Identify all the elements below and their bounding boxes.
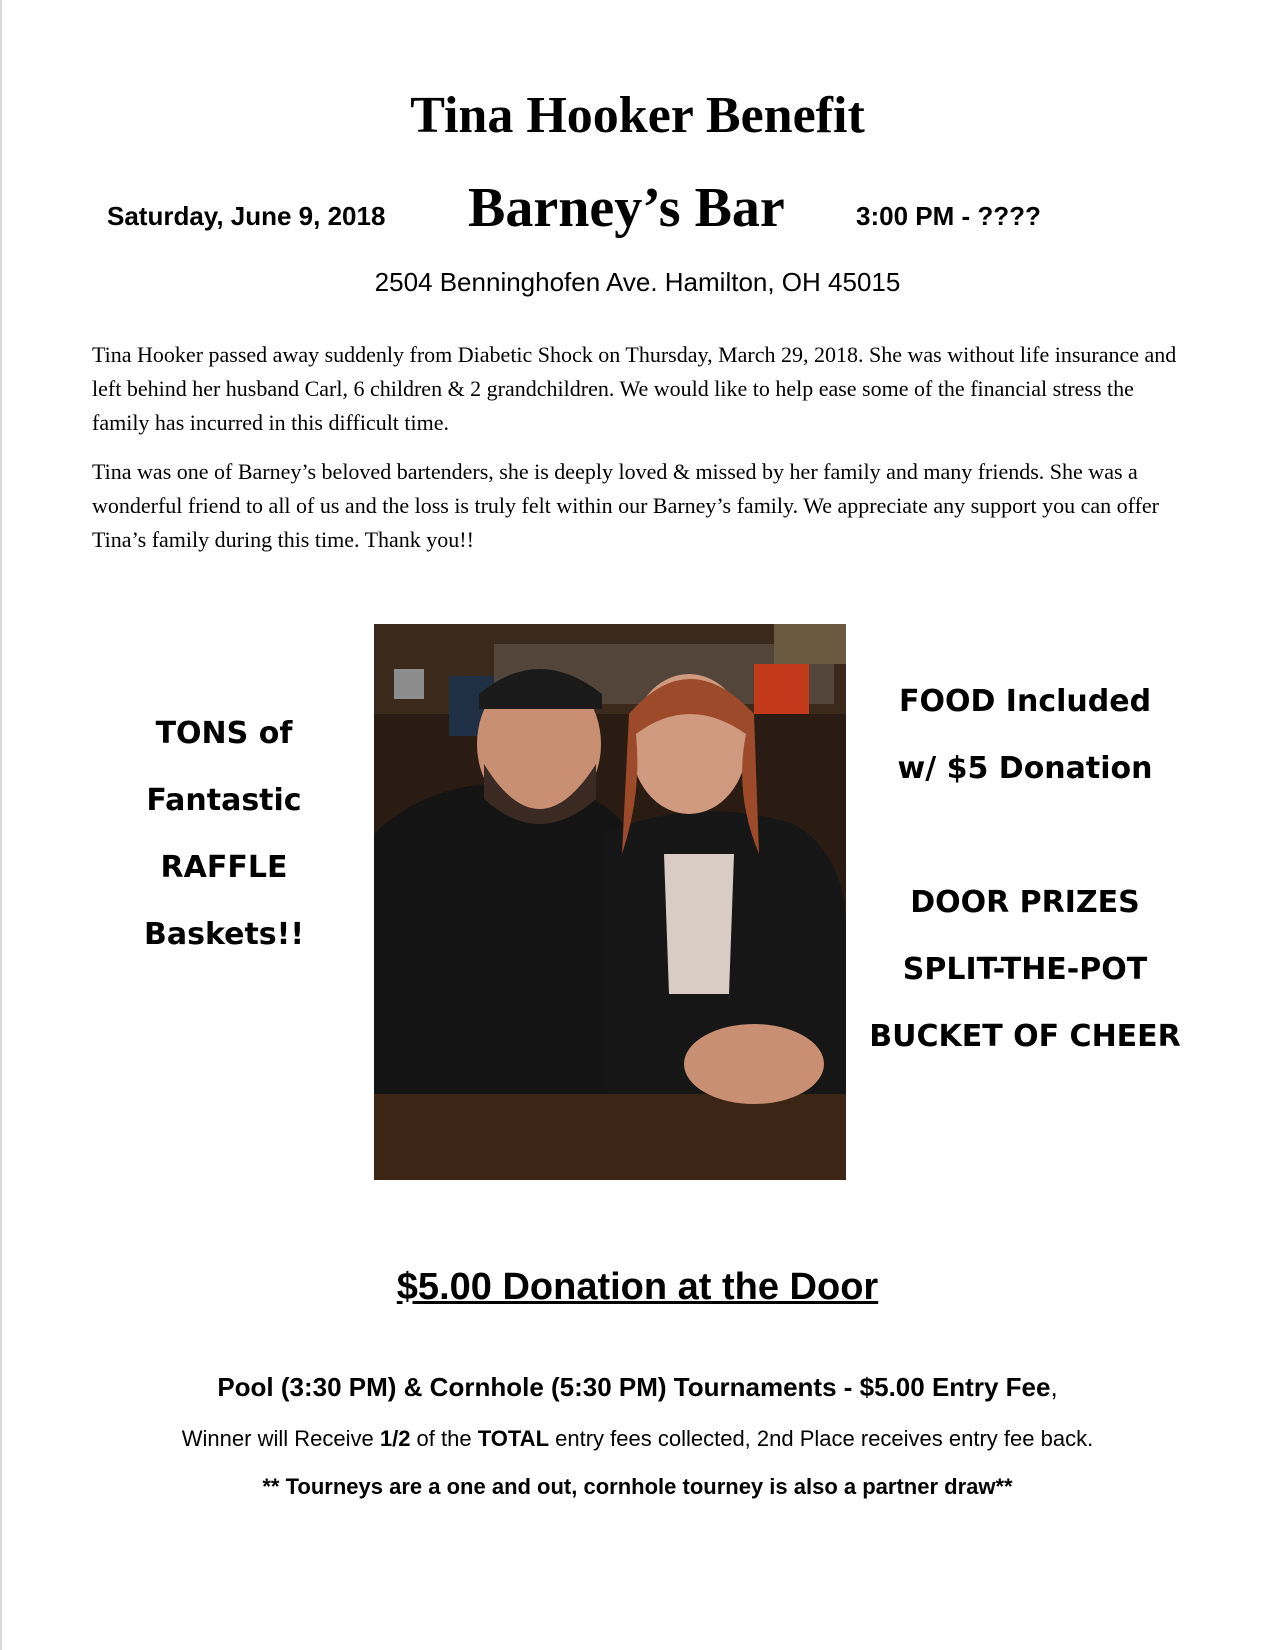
event-date: Saturday, June 9, 2018 bbox=[107, 201, 386, 231]
raffle-line: TONS of bbox=[155, 716, 293, 751]
couple-photo bbox=[374, 624, 846, 1180]
food-line: w/ $5 Donation bbox=[897, 751, 1153, 786]
spacer bbox=[860, 802, 1190, 869]
couple-photo-icon bbox=[374, 624, 846, 1180]
winner-text: of the bbox=[410, 1426, 478, 1451]
raffle-line: RAFFLE bbox=[160, 850, 288, 885]
raffle-line: Baskets!! bbox=[143, 917, 305, 952]
tournament-comma: , bbox=[1050, 1372, 1058, 1402]
event-time: 3:00 PM - ???? bbox=[856, 201, 1041, 231]
venue-name: Barney’s Bar bbox=[468, 177, 785, 239]
winner-half: 1/2 bbox=[379, 1426, 411, 1451]
winner-text: Winner will Receive bbox=[181, 1426, 380, 1451]
tribute-paragraph: Tina was one of Barney’s beloved bartenders, she is deeply loved & missed by her family and many friends. She was a wonderful friend to all of us and the loss is truly felt within our Barney’s family. We appreciate any support you can offer Tina’s family during this time. Thank you!! bbox=[92, 459, 1159, 552]
tournament-info bbox=[0, 1370, 1275, 1404]
food-line: FOOD Included bbox=[898, 684, 1152, 719]
door-donation bbox=[0, 1264, 1275, 1310]
raffle-line: Fantastic bbox=[146, 783, 302, 818]
raffle-callout bbox=[104, 700, 344, 968]
prize-line: SPLIT-THE-POT bbox=[902, 952, 1148, 987]
food-and-prizes bbox=[860, 668, 1190, 1070]
winner-total: TOTAL bbox=[477, 1426, 550, 1451]
flyer-title: Tina Hooker Benefit bbox=[410, 87, 865, 144]
winner-text: entry fees collected, 2nd Place receives entry fee back. bbox=[549, 1426, 1094, 1451]
tourney-note: ** Tourneys are a one and out, cornhole tourney is also a partner draw** bbox=[262, 1474, 1013, 1499]
prize-line: DOOR PRIZES bbox=[910, 885, 1140, 920]
prize-line: BUCKET OF CHEER bbox=[869, 1019, 1181, 1054]
venue-address: 2504 Benninghofen Ave. Hamilton, OH 45015 bbox=[374, 267, 901, 297]
intro-paragraph: Tina Hooker passed away suddenly from Diabetic Shock on Thursday, March 29, 2018. She was without life insurance and left behind her husband Carl, 6 children & 2 grandchildren. We would like to help ease some of the financial stress the family has incurred in this difficult time. bbox=[92, 342, 1177, 435]
tournament-text: Pool (3:30 PM) & Cornhole (5:30 PM) Tournaments - $5.00 Entry Fee bbox=[217, 1372, 1051, 1402]
winner-rules bbox=[0, 1424, 1275, 1454]
door-donation-text: $5.00 Donation at the Door bbox=[396, 1266, 879, 1308]
